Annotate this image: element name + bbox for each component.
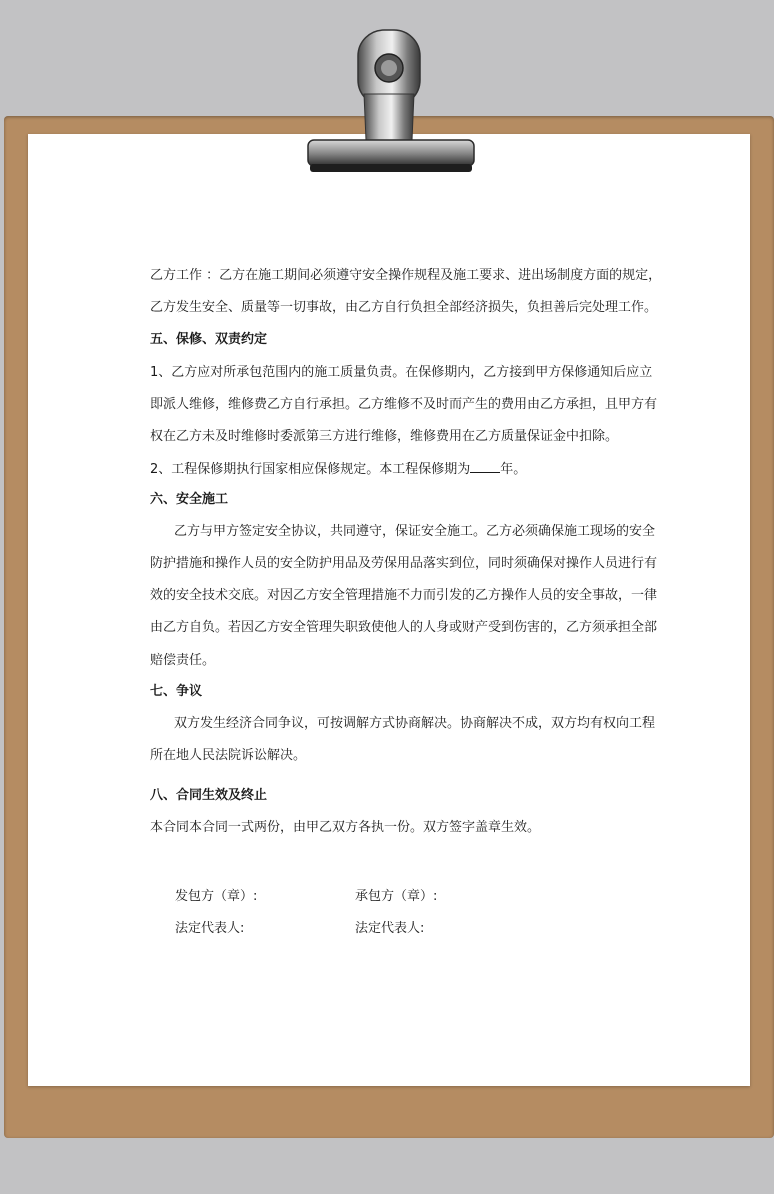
contractor-seal-label: 承包方（章）:	[355, 889, 438, 904]
warranty-period-prefix: 2、工程保修期执行国家相应保修规定。本工程保修期为	[150, 462, 471, 477]
section-5-paragraph-1-line-1: 1、乙方应对所承包范围内的施工质量负责。在保修期内，乙方接到甲方保修通知后应立	[150, 365, 653, 380]
warranty-period-blank	[470, 460, 500, 473]
section-5-paragraph-1-line-3: 权在乙方未及时维修时委派第三方进行维修，维修费用在乙方质量保证金中扣除。	[150, 429, 619, 444]
issuer-legal-representative-label: 法定代表人:	[175, 921, 245, 936]
clause-work-line-2: 乙方发生安全、质量等一切事故，由乙方自行负担全部经济损失，负担善后完处理工作。	[150, 300, 658, 315]
clause-work-line-1: 乙方工作 ：乙方在施工期间必须遵守安全操作规程及施工要求、进出场制度方面的规定，	[150, 268, 662, 283]
section-7-line-1: 双方发生经济合同争议，可按调解方式协商解决。协商解决不成，双方均有权向工程	[174, 716, 656, 731]
section-6-heading: 六、安全施工	[150, 492, 229, 507]
section-5-paragraph-2	[150, 460, 650, 479]
binder-clip-icon	[300, 24, 480, 180]
section-6-line-1: 乙方与甲方签定安全协议，共同遵守，保证安全施工。乙方必须确保施工现场的安全	[174, 524, 656, 539]
section-5-heading: 五、保修、双责约定	[150, 332, 268, 347]
section-6-line-2: 防护措施和操作人员的安全防护用品及劳保用品落实到位，同时须确保对操作人员进行有	[150, 556, 658, 571]
issuer-seal-label: 发包方（章）:	[175, 889, 258, 904]
contractor-legal-representative-label: 法定代表人:	[355, 921, 425, 936]
warranty-period-suffix: 年。	[500, 462, 527, 477]
section-5-paragraph-1-line-2: 即派人维修，维修费乙方自行承担。乙方维修不及时而产生的费用由乙方承担，且甲方有	[150, 397, 658, 412]
section-7-line-2: 所在地人民法院诉讼解决。	[150, 748, 307, 763]
section-6-line-3: 效的安全技术交底。对因乙方安全管理措施不力而引发的乙方操作人员的安全事故，一律	[150, 588, 658, 603]
section-8-heading: 八、合同生效及终止	[150, 788, 268, 803]
section-7-heading: 七、争议	[150, 684, 203, 699]
section-6-line-5: 赔偿责任。	[150, 653, 216, 668]
section-8-line-1: 本合同本合同一式两份，由甲乙双方各执一份。双方签字盖章生效。	[150, 820, 541, 835]
section-6-line-4: 由乙方自负。若因乙方安全管理失职致使他人的人身或财产受到伤害的，乙方须承担全部	[150, 620, 658, 635]
